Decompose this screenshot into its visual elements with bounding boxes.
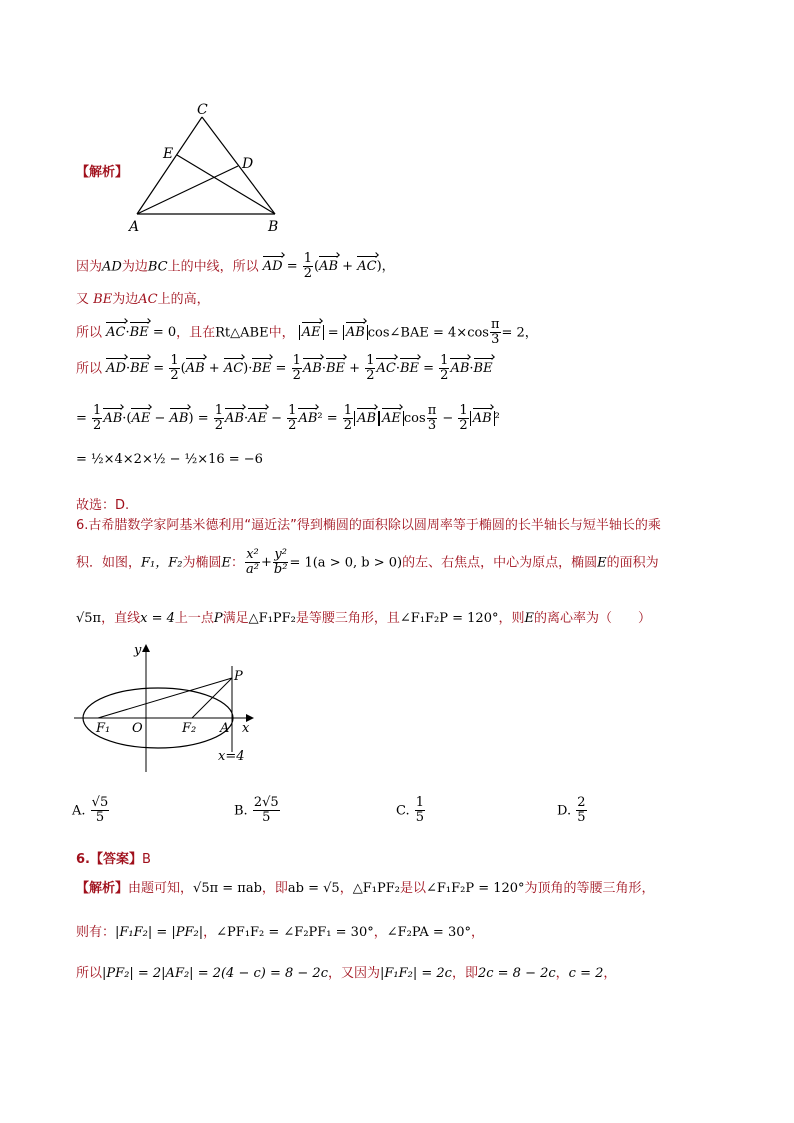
label-p: P — [234, 669, 243, 684]
option-b-letter: B. — [234, 803, 248, 819]
q6-l3-b: ，直线 — [101, 611, 141, 626]
option-c-den: 5 — [415, 810, 425, 826]
q6-l3-g: △F₁PF₂ — [248, 611, 296, 626]
sol5-l1-c: 为边 — [121, 259, 148, 275]
sol5-l2-e: 上的高， — [157, 292, 210, 307]
option-d-den: 5 — [577, 810, 586, 826]
q6-l2-i: 的面积为 — [606, 555, 659, 571]
label-f2: F₂ — [182, 721, 197, 736]
label-f1: F₁ — [96, 721, 111, 736]
side-bc — [202, 117, 275, 214]
label-x-eq-4: x=4 — [218, 749, 245, 764]
sol6-line2 — [76, 921, 484, 940]
q6-l2-a: 积．如图， — [76, 555, 142, 571]
sol6-l1-b: √5π = πab — [193, 881, 262, 896]
sol6-l3-c: ，又因为 — [327, 966, 380, 981]
q6-l3-i: ∠F₁F₂P = 120° — [399, 611, 499, 626]
sol6-l1-c: ，即 — [261, 881, 288, 896]
sol6-l1-g: 是以 — [399, 881, 426, 896]
q6-l3-j: ，则 — [498, 611, 525, 626]
side-ac — [137, 117, 202, 214]
sol6-l2-c: ， — [203, 925, 217, 940]
sol5-l1-e: 上的中线，所以 — [167, 259, 259, 275]
sol5-l4-formula: AD·BE = $\frac{1}{2}$ (AB + AC)·BE = $\frac{1}{2}$ AB·BE + $\frac{1}{2}$ AC·BE = $\frac{1}{2}$ AB·BE — [106, 353, 493, 384]
sol6-l1-e: ， — [339, 881, 353, 896]
segment-ad — [137, 166, 238, 214]
sol6-l2-b: |F₁F₂| = |PF₂| — [115, 925, 204, 940]
analysis-tag: 【解析】 — [76, 165, 129, 180]
sol5-line6: = ½×4×2×½ − ½×16 = −6 — [76, 452, 263, 467]
sol5-l1-b: AD — [102, 259, 122, 275]
option-a-den: 5 — [95, 810, 105, 826]
sol5-l1-d: BC — [147, 259, 168, 275]
sol6-l1-h: ∠F₁F₂P = 120° — [425, 881, 525, 896]
label-d: D — [242, 156, 254, 172]
sol5-line5 — [76, 404, 500, 434]
sol6-l3-i: ， — [603, 966, 617, 981]
label-c: C — [197, 102, 208, 118]
option-d-num: 2 — [577, 795, 586, 810]
option-b[interactable] — [234, 796, 281, 826]
q6-l2-f: = 1(a > 0, b > 0) — [289, 555, 403, 571]
q6-l3-h: 是等腰三角形，且 — [295, 611, 400, 626]
ellipse-figure — [70, 640, 270, 775]
sol6-line3 — [76, 962, 616, 981]
sol5-l3-b: ，且在 — [176, 325, 216, 341]
sol6-l3-a: 所以 — [76, 966, 103, 981]
sol5-l3-e: cos∠BAE = 4×cos — [367, 325, 489, 341]
q6-l2-c: 为椭圆 — [182, 555, 222, 571]
sol5-l2-c: 为边 — [112, 292, 139, 307]
q6-l3-l: 的离心率为（ ） — [534, 611, 652, 626]
sol5-l3-f: = 2， — [501, 325, 538, 341]
q6-l3-c: x = 4 — [140, 611, 175, 626]
sol5-l5-formula: = $\frac{1}{2}$ AB·(AE − AB) = $\frac{1}{2}$ AB·AE − $\frac{1}{2}$ AB² = $\frac{1}{2}$ AB AE cos $\frac{\pi}{3}$ − $\frac{1}{2}$ AB ² — [76, 403, 500, 434]
option-b-num: 2√5 — [253, 795, 279, 810]
sol6-l1-i: 为顶角的等腰三角形， — [524, 881, 655, 896]
sol6-l1-d: ab = √5 — [287, 881, 340, 896]
label-y: y — [134, 643, 142, 658]
q6-l3-d: 上一点 — [174, 611, 214, 626]
sol6-l2-e: ， — [373, 925, 387, 940]
q6-l3-a: √5π — [76, 611, 102, 626]
sol5-l1-formula: AD = $\frac{1}{2}$ (AB + AC)， — [262, 251, 395, 282]
option-a[interactable] — [72, 796, 110, 826]
option-c-num: 1 — [415, 795, 425, 810]
sol5-l2-a: 又 — [76, 292, 90, 307]
label-b: B — [268, 219, 279, 235]
sol6-line1 — [76, 877, 655, 896]
q6-l2-h: E — [597, 555, 607, 571]
sol5-l4-a: 所以 — [76, 361, 103, 377]
q6-l2-d: E — [221, 555, 231, 571]
sol5-l2-d: AC — [138, 292, 158, 307]
q6-l3-e: P — [213, 611, 223, 626]
sol5-l3-mag: AE = AB — [299, 325, 368, 340]
answer-value: B — [141, 852, 151, 867]
answer-label: 6.【答案】 — [76, 852, 142, 867]
segment-be — [177, 155, 275, 214]
sol6-l1-f: △F₁PF₂ — [352, 881, 400, 896]
sol6-l3-h: c = 2 — [568, 966, 604, 981]
option-c-letter: C. — [396, 803, 410, 819]
sol5-line2 — [76, 288, 210, 307]
q6-line2 — [76, 548, 659, 578]
sol5-line1 — [76, 252, 395, 282]
sol5-choice: 故选：D. — [76, 498, 130, 513]
sol5-line4 — [76, 354, 493, 384]
sol5-l3-dot: AC·BE = 0 — [106, 325, 177, 341]
sol5-l2-b: BE — [93, 292, 113, 307]
sol6-l2-g: ， — [471, 925, 485, 940]
sol6-tag: 【解析】 — [76, 881, 129, 896]
q6-l3-k: E — [524, 611, 534, 626]
option-d[interactable] — [557, 796, 588, 826]
sol6-l3-e: ，即 — [451, 966, 478, 981]
label-e: E — [163, 146, 174, 162]
sol6-l1-a: 由题可知， — [128, 881, 194, 896]
triangle-figure — [125, 100, 295, 240]
sol6-l2-d: ∠PF₁F₂ = ∠F₂PF₁ = 30° — [216, 925, 374, 940]
label-a: A — [129, 219, 140, 235]
sol5-line3: 所以 AC·BE = 0，且在Rt△ABE中， AE = AB cos∠BAE = 4×cos $\frac{\pi}{3}$ = 2， — [76, 317, 538, 348]
q6-l2-e: ： — [231, 555, 245, 571]
q6-line1: 6.古希腊数学家阿基米德利用“逼近法”得到椭圆的面积除以圆周率等于椭圆的长半轴长与短半轴长的乘 — [76, 518, 661, 533]
sol6-l3-g: ， — [555, 966, 569, 981]
option-a-num: √5 — [91, 795, 109, 810]
sol5-l3-a: 所以 — [76, 325, 103, 341]
label-a: A — [220, 721, 230, 736]
sol6-l2-a: 则有： — [76, 925, 116, 940]
sol6-l2-f: ∠F₂PA = 30° — [386, 925, 471, 940]
q6-l3-f: 满足 — [222, 611, 249, 626]
q6-line3 — [76, 607, 651, 626]
q6-l2-b: F₁，F₂ — [141, 555, 183, 571]
option-a-letter: A. — [72, 803, 86, 819]
option-b-den: 5 — [262, 810, 271, 826]
sol6-l3-d: |F₁F₂| = 2c — [380, 966, 452, 981]
sol5-l1-a: 因为 — [76, 259, 103, 275]
q6-l2-g: 的左、右焦点，中心为原点，椭圆 — [402, 555, 598, 571]
q6-ellipse-eq: $\frac{\text{x²}}{\text{a²}}$ + $\frac{\text{y²}}{\text{b²}}$ — [246, 547, 288, 578]
answer-line — [76, 848, 151, 867]
label-x: x — [242, 721, 250, 736]
option-d-letter: D. — [557, 803, 572, 819]
sol6-l3-f: 2c = 8 − 2c — [477, 966, 556, 981]
sol5-l3-d: 中， — [268, 325, 295, 341]
sol6-l3-b: |PF₂| = 2|AF₂| = 2(4 − c) = 8 − 2c — [102, 966, 328, 981]
sol5-l3-c: Rt△ABE — [215, 325, 269, 341]
option-c[interactable] — [396, 796, 426, 826]
label-o: O — [132, 721, 143, 736]
